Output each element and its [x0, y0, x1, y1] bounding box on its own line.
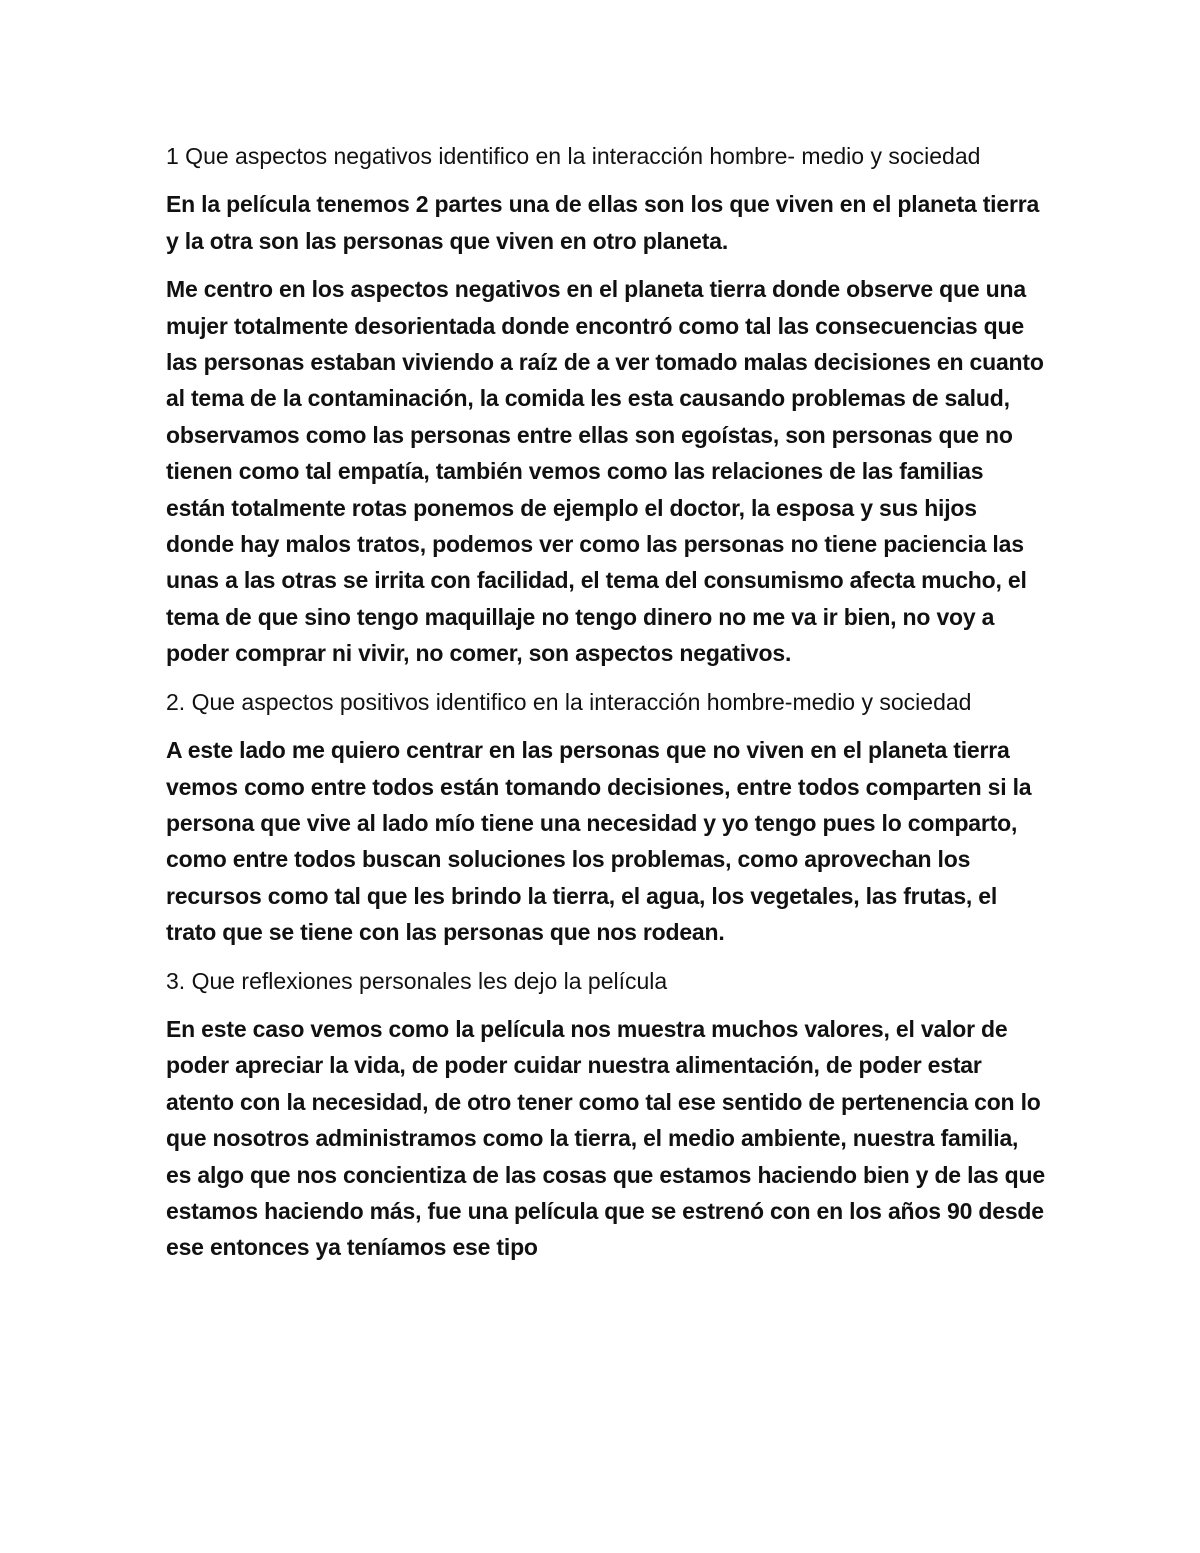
question-1-intro-paragraph: En la película tenemos 2 partes una de ellas son los que viven en el planeta tierra y la otra son las personas que viven en otro planeta. — [166, 191, 1040, 254]
question-3-answer-paragraph: En este caso vemos como la película nos muestra muchos valores, el valor de poder apreciar la vida, de poder cuidar nuestra alimentación, de poder estar atento con la necesidad, de otro tener como tal ese sentido de pertenencia con lo que nosotros administramos como la tierra, el medio ambiente, nuestra familia, es algo que nos concientiza de las cosas que estamos haciendo bien y de las que estamos haciendo más, fue una película que se estrenó con en los años 90 desde ese entonces ya teníamos ese tipo — [166, 1015, 1045, 1261]
question-2-answer-paragraph: A este lado me quiero centrar en las personas que no viven en el planeta tierra vemos como entre todos están tomando decisiones, entre todos comparten si la persona que vive al lado mío tiene una necesidad y yo tengo pues lo comparto, como entre todos buscan soluciones los problemas, como aprovechan los recursos como tal que les brindo la tierra, el agua, los vegetales, las frutas, el trato que se tiene con las personas que nos rodean. — [166, 737, 1032, 946]
question-1-heading: 1 Que aspectos negativos identifico en la interacción hombre- medio y sociedad — [166, 143, 981, 169]
question-2-heading: 2. Que aspectos positivos identifico en la interacción hombre-medio y sociedad — [166, 688, 972, 715]
document-body — [166, 138, 1046, 1278]
question-1-answer-paragraph: Me centro en los aspectos negativos en el planeta tierra donde observe que una mujer totalmente desorientada donde encontró como tal las consecuencias que las personas estaban viviendo a raíz de a ver tomado malas decisiones en cuanto al tema de la contaminación, la comida les esta causando problemas de salud, observamos como las personas entre ellas son egoístas, son personas que no tienen como tal empatía, también vemos como las relaciones de las familias están totalmente rotas ponemos de ejemplo el doctor, la esposa y sus hijos donde hay malos tratos, podemos ver como las personas no tiene paciencia las unas a las otras se irrita con facilidad, el tema del consumismo afecta mucho, el tema de que sino tengo maquillaje no tengo dinero no me va ir bien, no voy a poder comprar ni vivir, no comer, son aspectos negativos. — [166, 276, 1044, 667]
question-3-heading: 3. Que reflexiones personales les dejo la película — [166, 967, 668, 994]
